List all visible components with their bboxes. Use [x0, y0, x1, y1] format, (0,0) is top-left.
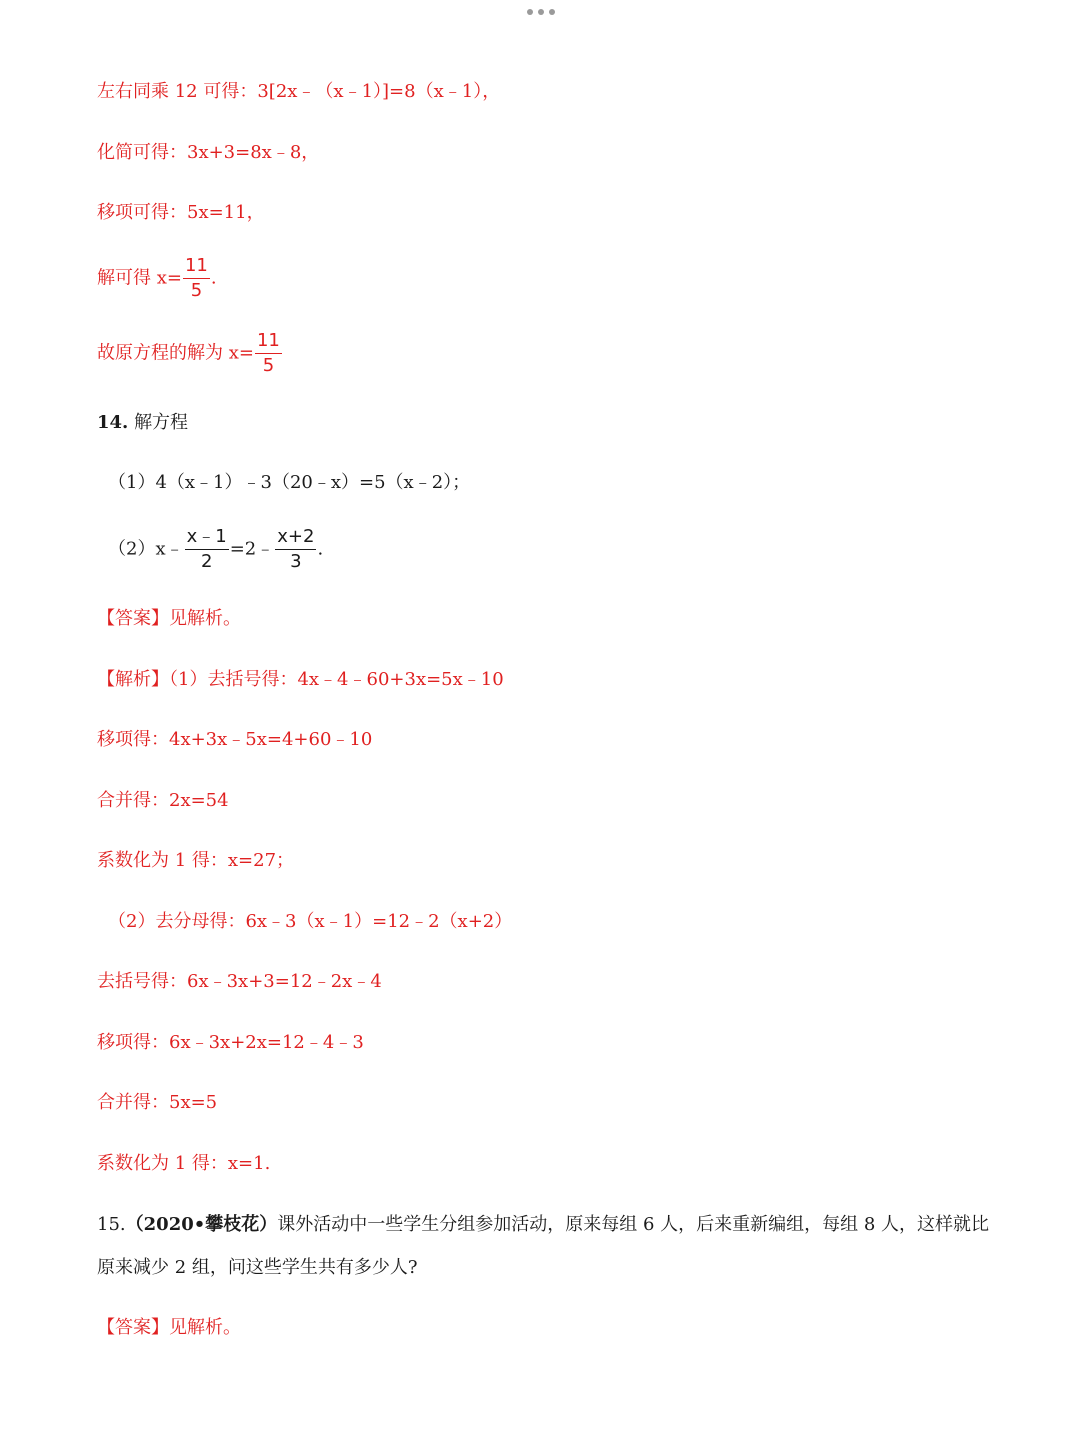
solution-step-simplify: 化简可得：3x+3=8x﹣8，: [97, 142, 320, 163]
solve-suffix: .: [210, 267, 217, 289]
more-options-icon[interactable]: [525, 7, 557, 17]
fraction-x-plus-2-over-3: [275, 526, 316, 573]
fraction-11-5-final: [255, 330, 282, 377]
fraction-denominator: 3: [290, 551, 302, 572]
part-2-prefix: （2）x﹣: [108, 538, 184, 560]
analysis-step-transpose-2: 移项得：6x﹣3x+2x=12﹣4﹣3: [97, 1032, 364, 1053]
question-14-title: 解方程: [134, 412, 189, 433]
analysis-step-remove-brackets: 去括号得：6x﹣3x+3=12﹣2x﹣4: [97, 971, 382, 992]
part-2-middle: =2﹣: [229, 538, 275, 560]
question-15-source: （2020•攀枝花）: [125, 1214, 278, 1235]
question-15: [97, 1203, 997, 1289]
fraction-x-minus-1-over-2: [185, 526, 229, 573]
fraction-numerator: 11: [183, 255, 210, 279]
solution-final: [97, 330, 283, 377]
fraction-numerator: 11: [255, 330, 282, 354]
question-15-number: 15.: [97, 1214, 126, 1235]
analysis-step-combine-2: 合并得：5x=5: [97, 1092, 218, 1113]
solution-step-multiply: 左右同乘 12 可得：3[2x﹣（x﹣1）]=8（x﹣1），: [97, 81, 501, 102]
fraction-11-5: [183, 255, 210, 302]
fraction-numerator: x+2: [275, 526, 316, 550]
analysis-step-coefficient-2: 系数化为 1 得：x=1.: [97, 1153, 271, 1174]
analysis-step-combine: 合并得：2x=54: [97, 790, 229, 811]
analysis-step-transpose: 移项得：4x+3x﹣5x=4+60﹣10: [97, 729, 373, 750]
part-2-suffix: .: [317, 538, 324, 560]
question-14-part-2: [108, 526, 323, 573]
final-prefix: 故原方程的解为 x=: [97, 342, 254, 364]
fraction-denominator: 5: [262, 355, 275, 376]
question-14-analysis: 【解析】（1）去括号得：4x﹣4﹣60+3x=5x﹣10: [97, 669, 504, 690]
question-14-part-1: （1）4（x﹣1）﹣3（20﹣x）=5（x﹣2）；: [108, 472, 471, 493]
analysis-step-coefficient: 系数化为 1 得：x=27；: [97, 850, 295, 871]
solve-prefix: 解可得 x=: [97, 267, 182, 289]
solution-step-transpose: 移项可得：5x=11，: [97, 202, 265, 223]
question-15-answer: 【答案】见解析。: [97, 1317, 241, 1338]
question-14-heading: [97, 411, 188, 435]
fraction-denominator: 2: [200, 551, 213, 572]
question-14-answer: 【答案】见解析。: [97, 608, 241, 629]
fraction-denominator: 5: [190, 280, 203, 301]
question-15-text: 课外活动中一些学生分组参加活动，原来每组 6 人，后来重新编组，每组 8 人，这样就比原来减少 2 组，问这些学生共有多少人?: [97, 1214, 990, 1278]
analysis-step-remove-denominator: （2）去分母得：6x﹣3（x﹣1）=12﹣2（x+2）: [108, 911, 513, 932]
question-14-number: 14.: [97, 412, 129, 433]
fraction-numerator: x﹣1: [185, 526, 229, 550]
solution-step-solve: [97, 255, 217, 302]
